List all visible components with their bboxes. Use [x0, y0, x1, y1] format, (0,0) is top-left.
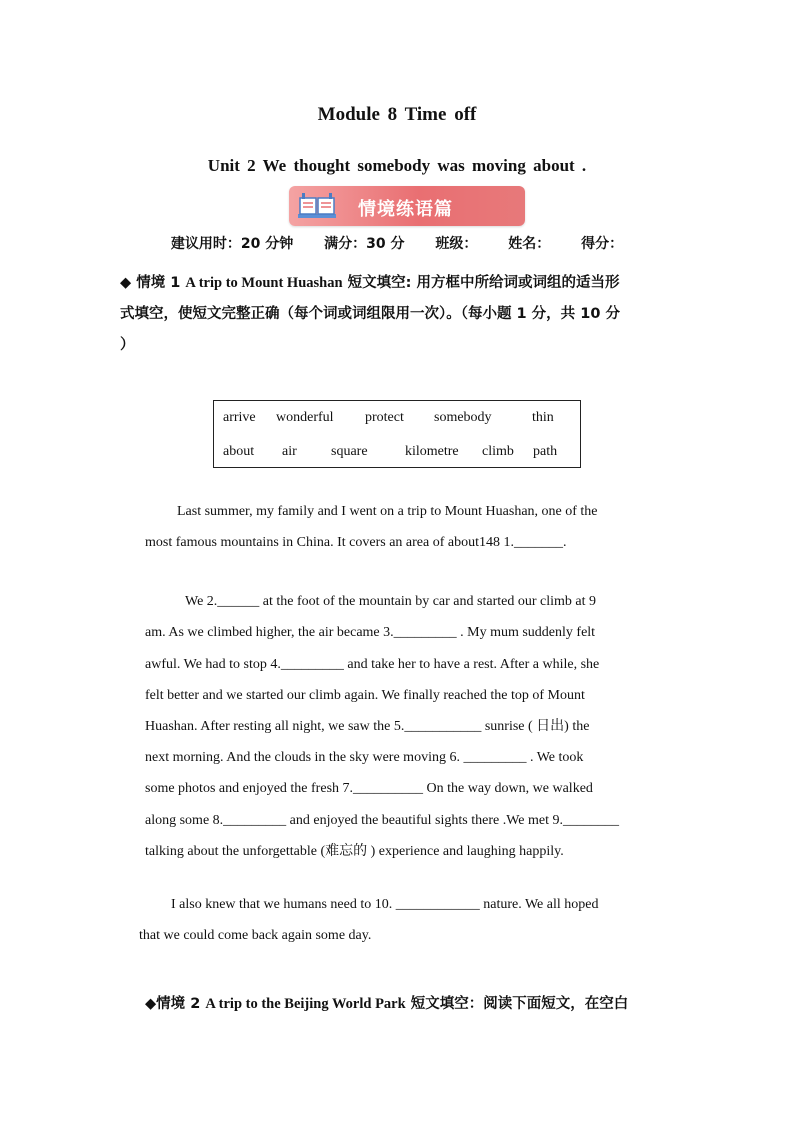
situation2-prefix: 情境 2 [156, 996, 201, 1012]
word-box-item: about [223, 444, 255, 459]
class-label: 班级： [435, 236, 478, 252]
situation1-instruction-c: ） [120, 337, 135, 353]
passage-line: that we could come back again some day. [139, 928, 372, 943]
situation1-instruction-a: 短文填空: 用方框中所给词或词组的适当形 [347, 275, 620, 291]
passage-line: Last summer, my family and I went on a trip to Mount Huashan, one of the [177, 504, 598, 519]
name-label: 姓名： [508, 236, 551, 252]
word-box-item: air [282, 444, 297, 459]
situation2-instructions [145, 992, 628, 1013]
module-title: Module 8 Time off [317, 104, 477, 125]
situation1-prefix: 情境 1 [136, 275, 181, 291]
score-label: 满分：30 分 [324, 236, 405, 252]
situation2-title: A trip to the Beijing World Park [205, 996, 406, 1012]
points-label: 得分： [581, 236, 624, 252]
situation1-title: A trip to Mount Huashan [185, 275, 343, 291]
passage-line: am. As we climbed higher, the air became 3._________ . My mum suddenly felt [145, 625, 596, 640]
word-box-item: protect [365, 410, 404, 425]
word-box-item: somebody [434, 410, 492, 425]
word-box [213, 400, 581, 468]
passage-line: I also knew that we humans need to 10. ____________ nature. We all hoped [171, 897, 599, 912]
word-box-item: kilometre [405, 444, 459, 459]
bullet-icon: ◆ [145, 996, 157, 1012]
word-box-item: arrive [223, 410, 256, 425]
word-box-item: wonderful [276, 410, 334, 425]
passage-line: felt better and we started our climb again. We finally reached the top of Mount [145, 688, 585, 703]
passage-line: most famous mountains in China. It covers an area of about148 1._______. [145, 535, 567, 550]
situation1-instruction-b: 式填空，使短文完整正确（每个词或词组限用一次）。（每小题 1 分，共 10 分 [120, 306, 620, 322]
book-icon [296, 192, 338, 220]
banner-label: 情境练语篇 [358, 199, 453, 220]
passage-line: talking about the unforgettable (难忘的 ) experience and laughing happily. [145, 844, 564, 859]
word-box-item: square [331, 444, 368, 459]
word-box-item: path [533, 444, 558, 459]
bullet-icon: ◆ [120, 275, 132, 291]
passage-line: We 2.______ at the foot of the mountain by car and started our climb at 9 [185, 594, 596, 609]
situation2-instruction: 短文填空：阅读下面短文，在空白 [410, 996, 629, 1012]
passage-line: awful. We had to stop 4._________ and take her to have a rest. After a while, she [145, 657, 600, 672]
passage-line: Huashan. After resting all night, we saw the 5.___________ sunrise ( 日出) the [145, 719, 590, 734]
word-box-item: climb [482, 444, 514, 459]
info-line [0, 233, 794, 253]
passage-line: some photos and enjoyed the fresh 7.__________ On the way down, we walked [145, 781, 593, 796]
unit-title: Unit 2 We thought somebody was moving about . [207, 156, 587, 175]
passage-line: next morning. And the clouds in the sky were moving 6. _________ . We took [145, 750, 584, 765]
passage-line: along some 8._________ and enjoyed the beautiful sights there .We met 9.________ [145, 813, 620, 828]
word-box-item: thin [532, 410, 554, 425]
time-label: 建议用时：20 分钟 [170, 236, 294, 252]
situation1-instructions [120, 268, 680, 361]
